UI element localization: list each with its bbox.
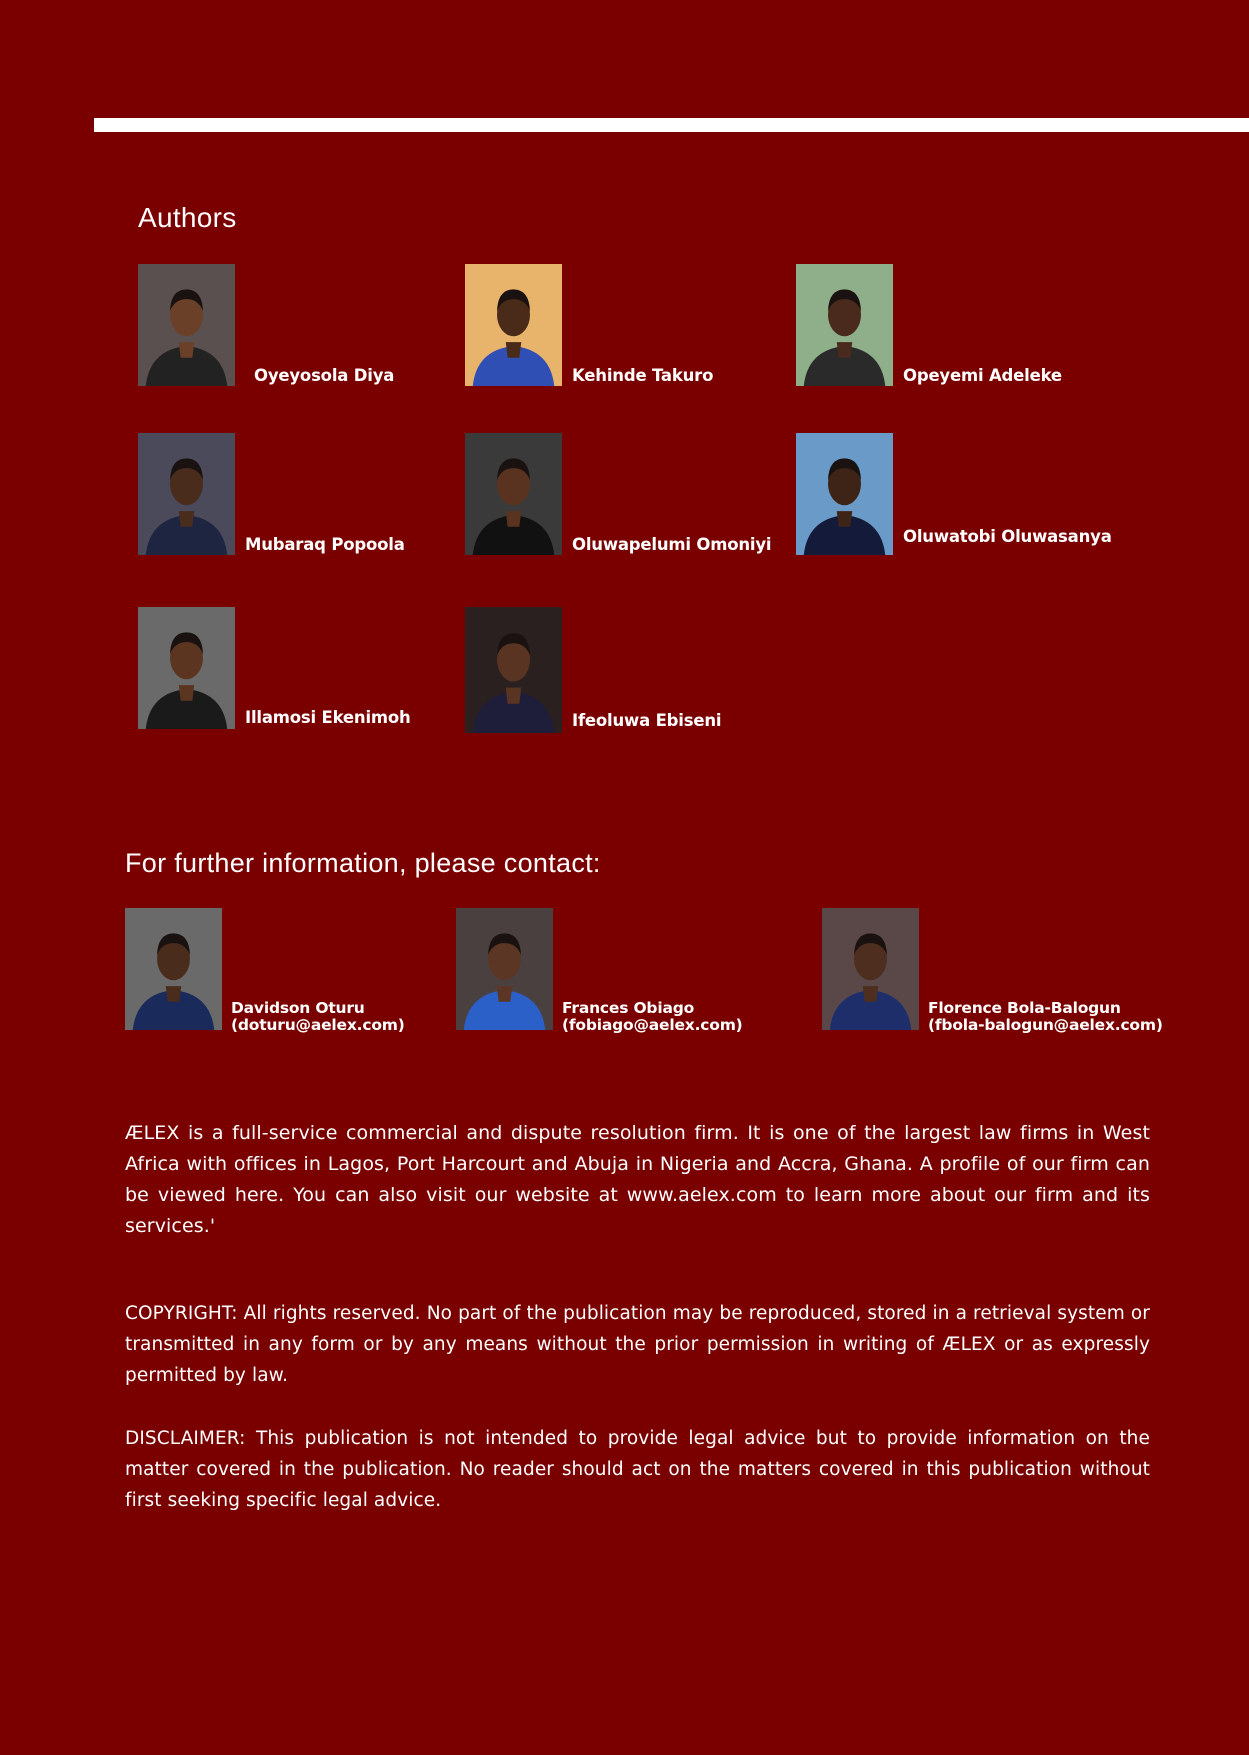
contact-photo <box>125 908 222 1030</box>
contact-name: Davidson Oturu <box>231 999 365 1017</box>
portrait-image <box>456 908 553 1030</box>
author-photo <box>138 433 235 555</box>
portrait-image <box>138 607 235 729</box>
firm-about-paragraph: ÆLEX is a full-service commercial and dispute resolution firm. It is one of the largest law firms in West Africa with offices in Lagos, Port Harcourt and Abuja in Nigeria and Accra, Ghana. A profile of our firm can be viewed here. You can also visit our website at www.aelex.com to learn more about our firm and its services.' <box>125 1122 1150 1237</box>
contact-details <box>231 1000 405 1034</box>
author-name: Illamosi Ekenimoh <box>245 708 411 727</box>
author-name: Oyeyosola Diya <box>254 366 395 385</box>
contact-heading: For further information, please contact: <box>125 848 601 878</box>
author-photo <box>138 607 235 729</box>
disclaimer-notice: DISCLAIMER: This publication is not intended to provide legal advice but to provide information on the matter covered in the publication. No reader should act on the matters covered in this publication without first seeking specific legal advice. <box>125 1428 1150 1511</box>
portrait-image <box>796 264 893 386</box>
portrait-image <box>465 433 562 555</box>
author-photo <box>465 433 562 555</box>
portrait-image <box>138 433 235 555</box>
portrait-image <box>125 908 222 1030</box>
author-name: Opeyemi Adeleke <box>903 366 1062 385</box>
contact-email[interactable]: (doturu@aelex.com) <box>231 1016 405 1034</box>
author-photo <box>796 264 893 386</box>
author-name: Oluwapelumi Omoniyi <box>572 535 772 554</box>
authors-heading: Authors <box>138 202 237 233</box>
contact-photo <box>456 908 553 1030</box>
portrait-image <box>796 433 893 555</box>
contact-photo <box>822 908 919 1030</box>
portrait-image <box>465 607 562 733</box>
contact-name: Florence Bola-Balogun <box>928 999 1121 1017</box>
contact-email[interactable]: (fbola-balogun@aelex.com) <box>928 1016 1163 1034</box>
author-photo <box>465 607 562 733</box>
author-name: Mubaraq Popoola <box>245 535 405 554</box>
contact-email[interactable]: (fobiago@aelex.com) <box>562 1016 743 1034</box>
contact-details <box>928 1000 1163 1034</box>
contact-name: Frances Obiago <box>562 999 695 1017</box>
portrait-image <box>822 908 919 1030</box>
author-photo <box>465 264 562 386</box>
copyright-notice: COPYRIGHT: All rights reserved. No part of the publication may be reproduced, stored in a retrieval system or transmitted in any form or by any means without the prior permission in writing of ÆLEX or as expressly permitted by law. <box>125 1303 1150 1386</box>
author-name: Oluwatobi Oluwasanya <box>903 527 1112 546</box>
contact-details <box>562 1000 743 1034</box>
portrait-image <box>138 264 235 386</box>
author-photo <box>796 433 893 555</box>
header-rule <box>94 118 1249 132</box>
author-name: Kehinde Takuro <box>572 366 714 385</box>
author-name: Ifeoluwa Ebiseni <box>572 711 722 730</box>
portrait-image <box>465 264 562 386</box>
author-photo <box>138 264 235 386</box>
